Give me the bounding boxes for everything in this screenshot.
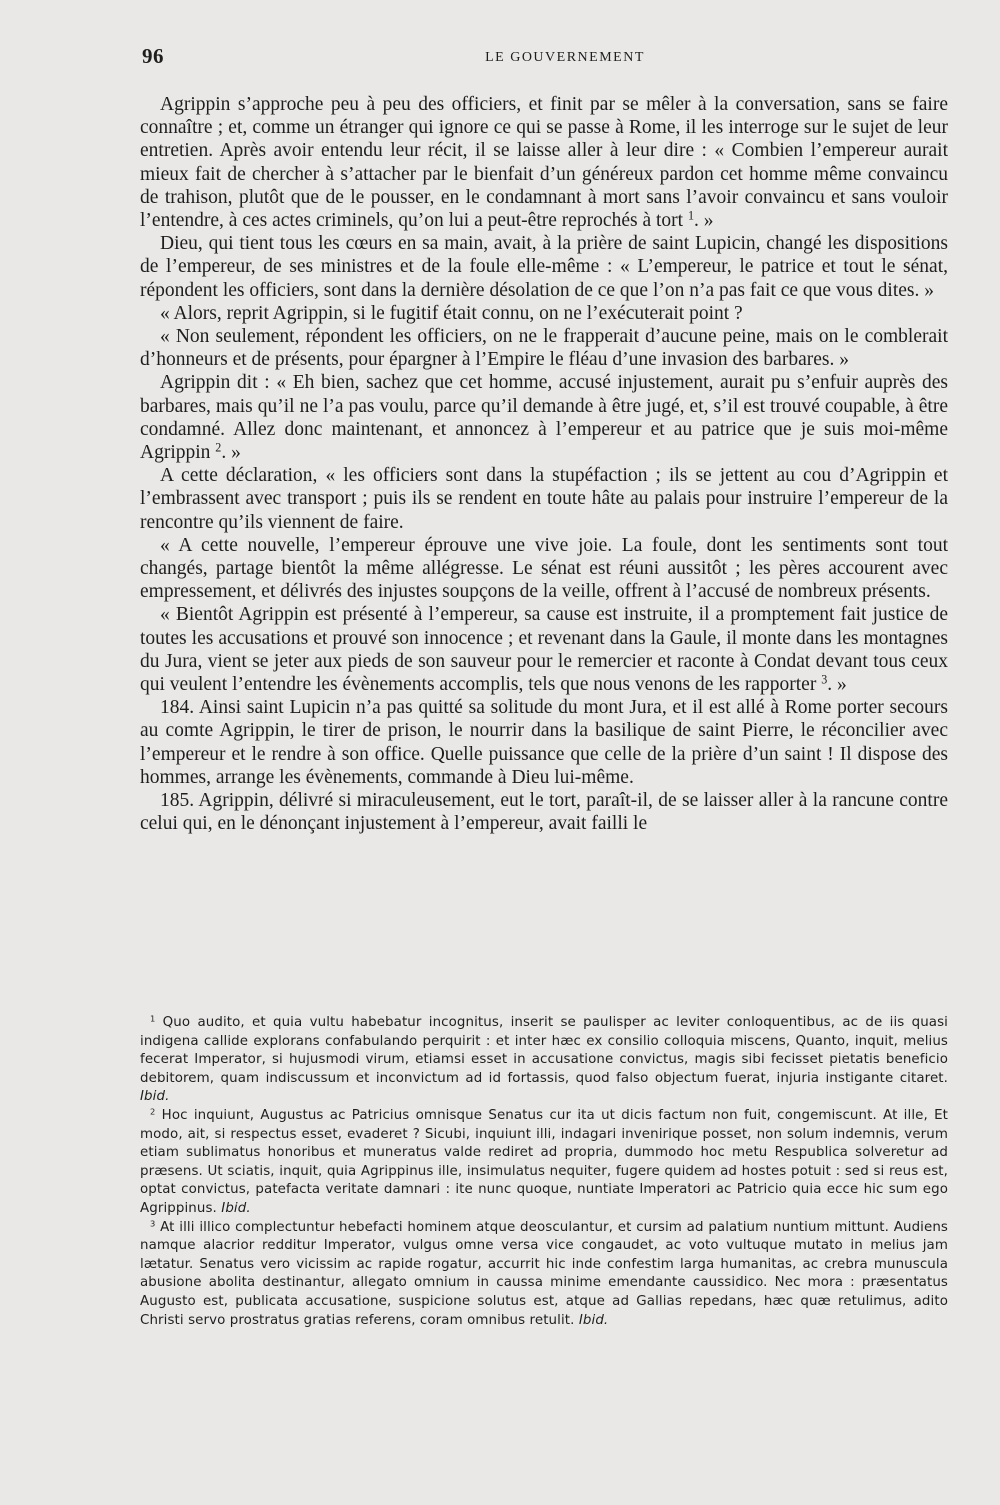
paragraph-text: Agrippin dit : « Eh bien, sachez que cet homme, accusé injustement, aurait pu s’enfuir auprès des barbares, mais qu’il ne l’a pas voulu, parce qu’il demande à être jugé, et, s’il est trouvé coupable, à être condamné. Allez donc maintenant, et annoncez à l’empereur et au patrice que je suis moi-même Agrippin (140, 372, 948, 464)
paragraph (140, 93, 948, 232)
paragraph-text: « Bientôt Agrippin est présenté à l’empereur, sa cause est instruite, il a promptement fait justice de toutes les accusations et prouvé son innocence ; et revenant dans la Gaule, il monte dans les montagnes du Jura, vient se jeter aux pieds de son sauveur pour le remercier et raconte à Condat devant tous ceux qui veulent l’entendre les évènements accomplis, tels que nous venons de les rapporter (140, 604, 948, 696)
footnote (140, 1219, 948, 1331)
footnote-text: Hoc inquiunt, Augustus ac Patricius omnisque Senatus cur ita ut dicis factum non fuit, congemiscunt. At ille, Et modo, ait, si respectus esset, evaderet ? Sicubi, inquiunt illi, indagari invenirique posset, non solum indemnis, verum etiam sublimatus honoribus et muneratus valde rediret ad propria, dummodo hoc metu Respublica solveretur ad præsens. Ut sciatis, inquit, quia Agrippinus ille, insimulatus nequiter, fugere quidem ad hostes potuit : sed si reus est, optat convictus, patefacta veritate damnari : ite nunc quoque, nuntiate Imperatori ac Patricio quia ecce hic sum ego Agrippinus. (140, 1107, 949, 1216)
footnote-marker: 1 (150, 1013, 156, 1024)
footnote-ref: 1 (687, 208, 694, 223)
paragraph (140, 603, 948, 696)
paragraph-text: « A cette nouvelle, l’empereur éprouve une vive joie. La foule, dont les sentiments sont tout changés, partage bientôt la même allégresse. Le sénat est réuni aussitôt ; les pères accourent avec empressement, et délivrés des injustes soupçons de la veille, offrent à l’accusé de nombreux présents. (140, 534, 948, 603)
paragraph (140, 325, 948, 371)
paragraph-text: . » (827, 674, 847, 696)
footnote-text: Quo audito, et quia vultu habebatur incognitus, inserit se paulisper ac leviter conloquentibus, ac de iis quasi indigena callide explorans confabulando perquirit : et inter hæc ex consilio colloquia miscens, Quanto, inquit, melius fecerat Imperator, si hujusmodi virum, etiamsi esset in accusatione convictus, magis sibi fecisset pietatis beneficio debitorem, quam indiscussum et inconvictum ad id fortassis, quod falso objectum fuerat, injuria instigante citaret. (140, 1015, 948, 1086)
footnote-ref: 2 (215, 440, 222, 455)
paragraph (140, 464, 948, 534)
paragraph (140, 534, 948, 604)
paragraph-text: « Alors, reprit Agrippin, si le fugitif était connu, on ne l’exécuterait point ? (160, 302, 743, 324)
paragraph (140, 789, 948, 835)
footnote (140, 1014, 948, 1107)
footnote-text: At illi illico complectuntur hebefacti hominem atque deosculantur, et cursim ad palatium nuntium mittunt. Audiens namque alacrior redditur Imperator, vulgus omne versa vice congaudet, ac voto vultuque mutato in melius jam lætatur. Senatus vero vicissim ac rapide rogatur, accurrit hic inde confestim larga humanitas, ac crebra munuscula abusione abolita destinantur, allegato omnium in caussa minime emendante caussidico. Nec mora : præsentatus Augusto est, publicata accusatione, suspicione solutus est, atque ad Gallias repedans, hæc quæ retulimus, adito Christi servo prostratus gratias referens, coram omnibus retulit. (140, 1219, 949, 1328)
paragraph-text: « Non seulement, répondent les officiers, on ne le frapperait d’aucune peine, mais on le comblerait d’honneurs et de présents, pour épargner à l’Empire le fléau d’une invasion des barbares. » (140, 326, 948, 371)
paragraph-text: Dieu, qui tient tous les cœurs en sa main, avait, à la prière de saint Lupicin, changé les dispositions de l’empereur, de ses ministres et de la foule elle-même : « L’empereur, le patrice et tout le sénat, répondent les officiers, sont dans la dernière désolation de ce que l’on n’a pas fait ce que vous dites. » (140, 233, 948, 301)
paragraph-text: A cette déclaration, « les officiers sont dans la stupéfaction ; ils se jettent au cou d’Agrippin et l’embrassent avec transport ; puis ils se rendent en toute hâte au palais pour instruire l’empereur de la rencontre qu’ils viennent de faire. (140, 465, 948, 533)
running-title: LE GOUVERNEMENT (485, 50, 645, 65)
footnote-source: Ibid. (578, 1312, 609, 1328)
paragraph-text: Agrippin s’approche peu à peu des officiers, et finit par se mêler à la conversation, sans se faire connaître ; et, comme un étranger qui ignore ce qui se passe à Rome, il les interroge sur le sujet de leur entretien. Après avoir entendu leur récit, il se laisse aller à leur dire : « Combien l’empereur aurait mieux fait de chercher à s’attacher par le bienfait d’un généreux pardon cet homme même convaincu de trahison, plutôt que de le pousser, en le condamnant à mort sans l’avoir convaincu et sans vouloir l’entendre, à ces actes criminels, qu’on lui a peut-être reprochés à tort (140, 94, 948, 232)
running-head (142, 44, 948, 74)
paragraph (140, 371, 948, 464)
footnote-marker: 3 (150, 1217, 156, 1228)
body-text (140, 93, 948, 836)
paragraph-text: 184. Ainsi saint Lupicin n’a pas quitté sa solitude du mont Jura, et il est allé à Rome porter secours au comte Agrippin, le tirer de prison, le nourrir dans la basilique de saint Pierre, le réconcilier avec l’empereur et le rendre à son office. Quelle puissance que celle de la prière d’un saint ! Il dispose des hommes, arrange les évènements, commande à Dieu lui-même. (140, 697, 948, 788)
footnote-marker: 2 (150, 1106, 156, 1117)
paragraph (140, 696, 948, 789)
page-number: 96 (142, 44, 164, 68)
paragraph (140, 302, 948, 325)
footnotes (140, 1014, 948, 1330)
footnote-ref: 3 (821, 672, 828, 687)
paragraph-text: . » (693, 210, 714, 232)
paragraph-text: . » (221, 442, 241, 464)
footnote-source: Ibid. (221, 1200, 251, 1216)
paragraph (140, 232, 948, 302)
footnote-source: Ibid. (140, 1089, 170, 1105)
paragraph-text: 185. Agrippin, délivré si miraculeusement, eut le tort, paraît-il, de se laisser aller à la rancune contre celui qui, en le dénonçant injustement à l’empereur, avait failli le (140, 790, 948, 835)
footnote (140, 1107, 948, 1219)
